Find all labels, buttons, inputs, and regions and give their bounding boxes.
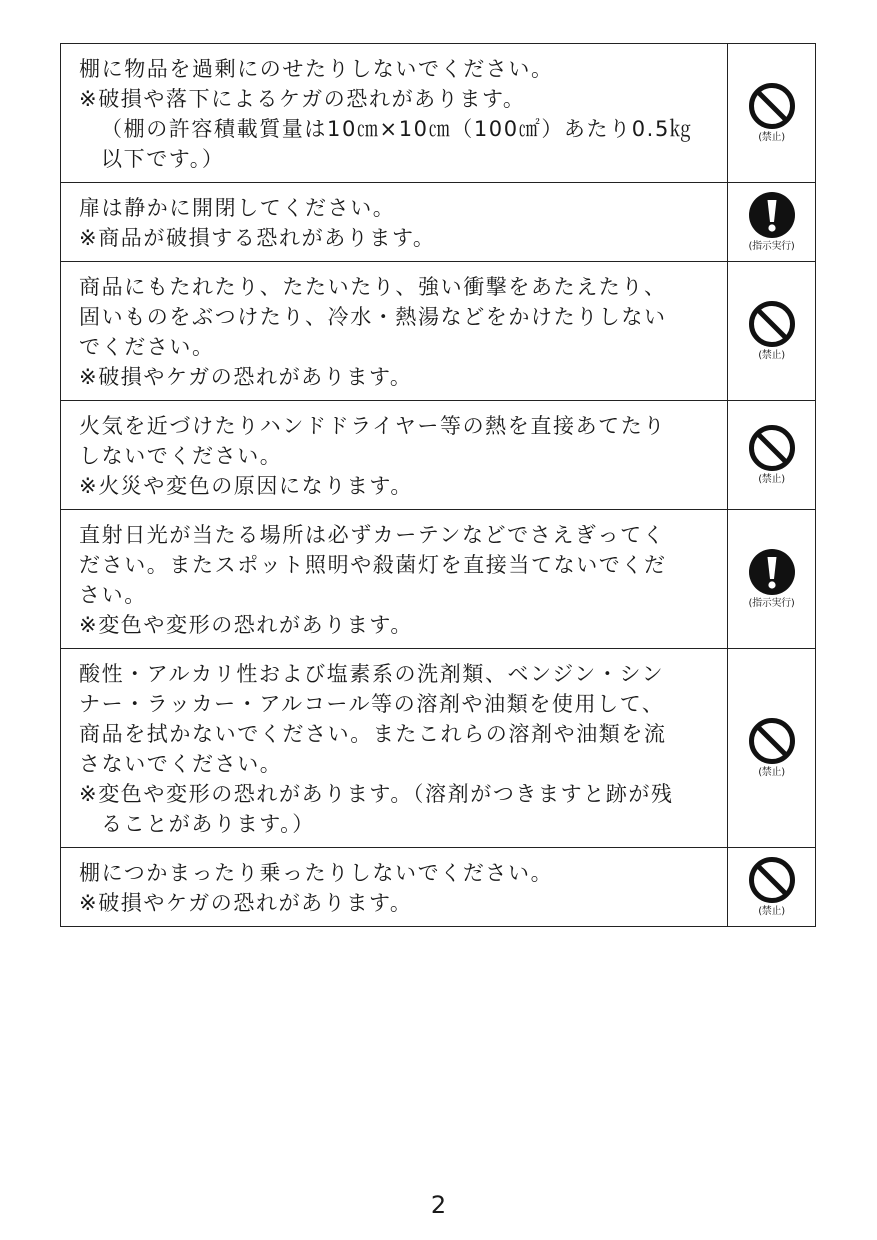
warning-line: でください。 <box>79 335 215 359</box>
warnings-table-body <box>61 44 816 927</box>
prohibition-icon <box>748 300 796 362</box>
warning-line: さい。 <box>79 583 147 607</box>
warning-icon-cell <box>728 848 816 927</box>
mandatory-action-icon <box>748 191 796 253</box>
warning-icon-cell <box>728 262 816 401</box>
warning-line: 直射日光が当たる場所は必ずカーテンなどでさえぎってく <box>79 523 666 547</box>
prohibition-icon <box>748 424 796 486</box>
warning-line: 火気を近づけたりハンドドライヤー等の熱を直接あてたり <box>79 414 666 438</box>
warning-text <box>61 262 728 401</box>
warning-line: ※変色や変形の恐れがあります。 <box>79 613 413 637</box>
warning-line: ※破損や落下によるケガの恐れがあります。 <box>79 87 526 111</box>
warning-text <box>61 401 728 510</box>
warning-row <box>61 649 816 848</box>
page-number: 2 <box>430 1191 447 1219</box>
warning-icon-cell <box>728 183 816 262</box>
warning-line: さないでください。 <box>79 752 283 776</box>
icon-label: (禁止) <box>758 350 785 361</box>
warning-line: ※破損やケガの恐れがあります。 <box>79 891 413 915</box>
warning-icon-cell <box>728 510 816 649</box>
warning-text <box>61 44 728 183</box>
icon-label: (禁止) <box>758 906 785 917</box>
icon-label: (指示実行) <box>748 241 795 252</box>
warning-line: ナー・ラッカー・アルコール等の溶剤や油類を使用して、 <box>79 692 665 716</box>
warning-text <box>61 510 728 649</box>
warning-line: 商品を拭かないでください。またこれらの溶剤や油類を流 <box>79 722 667 746</box>
warning-row <box>61 401 816 510</box>
warning-line: 酸性・アルカリ性および塩素系の洗剤類、ベンジン・シン <box>79 662 665 686</box>
warning-line: ※破損やケガの恐れがあります。 <box>79 365 413 389</box>
warning-icon-cell <box>728 401 816 510</box>
mandatory-action-icon <box>748 548 796 610</box>
warning-icon-cell <box>728 649 816 848</box>
icon-label: (禁止) <box>758 474 785 485</box>
warning-line: ※商品が破損する恐れがあります。 <box>79 226 436 250</box>
prohibition-icon <box>748 856 796 918</box>
warning-text <box>61 183 728 262</box>
icon-label: (禁止) <box>758 132 785 143</box>
warning-line: 固いものをぶつけたり、冷水・熱湯などをかけたりしない <box>79 305 667 329</box>
warning-line: 以下です。） <box>101 147 225 171</box>
warning-row <box>61 262 816 401</box>
warning-text <box>61 848 728 927</box>
icon-label: (禁止) <box>758 767 785 778</box>
warning-text <box>61 649 728 848</box>
warning-icon-cell <box>728 44 816 183</box>
warning-line: 棚に物品を過剰にのせたりしないでください。 <box>79 57 554 81</box>
warning-line: 商品にもたれたり、たたいたり、強い衝撃をあたえたり、 <box>79 275 667 299</box>
warning-row <box>61 510 816 649</box>
warning-line: 棚につかまったり乗ったりしないでください。 <box>79 861 554 885</box>
warning-line: ※火災や変色の原因になります。 <box>79 474 413 498</box>
prohibition-icon <box>748 717 796 779</box>
warning-line: （棚の許容積載質量は10㎝×10㎝（100㎠）あたり0.5㎏ <box>101 117 693 141</box>
warning-row <box>61 183 816 262</box>
warning-line: ださい。またスポット照明や殺菌灯を直接当てないでくだ <box>79 553 667 577</box>
warning-row <box>61 44 816 183</box>
warning-line: ※変色や変形の恐れがあります。（溶剤がつきますと跡が残 <box>79 782 674 806</box>
warning-line: 扉は静かに開閉してください。 <box>79 196 396 220</box>
warning-row <box>61 848 816 927</box>
warning-line: ることがあります。） <box>101 812 315 836</box>
warning-line: しないでください。 <box>79 444 283 468</box>
warnings-table <box>60 43 816 927</box>
icon-label: (指示実行) <box>748 598 795 609</box>
prohibition-icon <box>748 82 796 144</box>
